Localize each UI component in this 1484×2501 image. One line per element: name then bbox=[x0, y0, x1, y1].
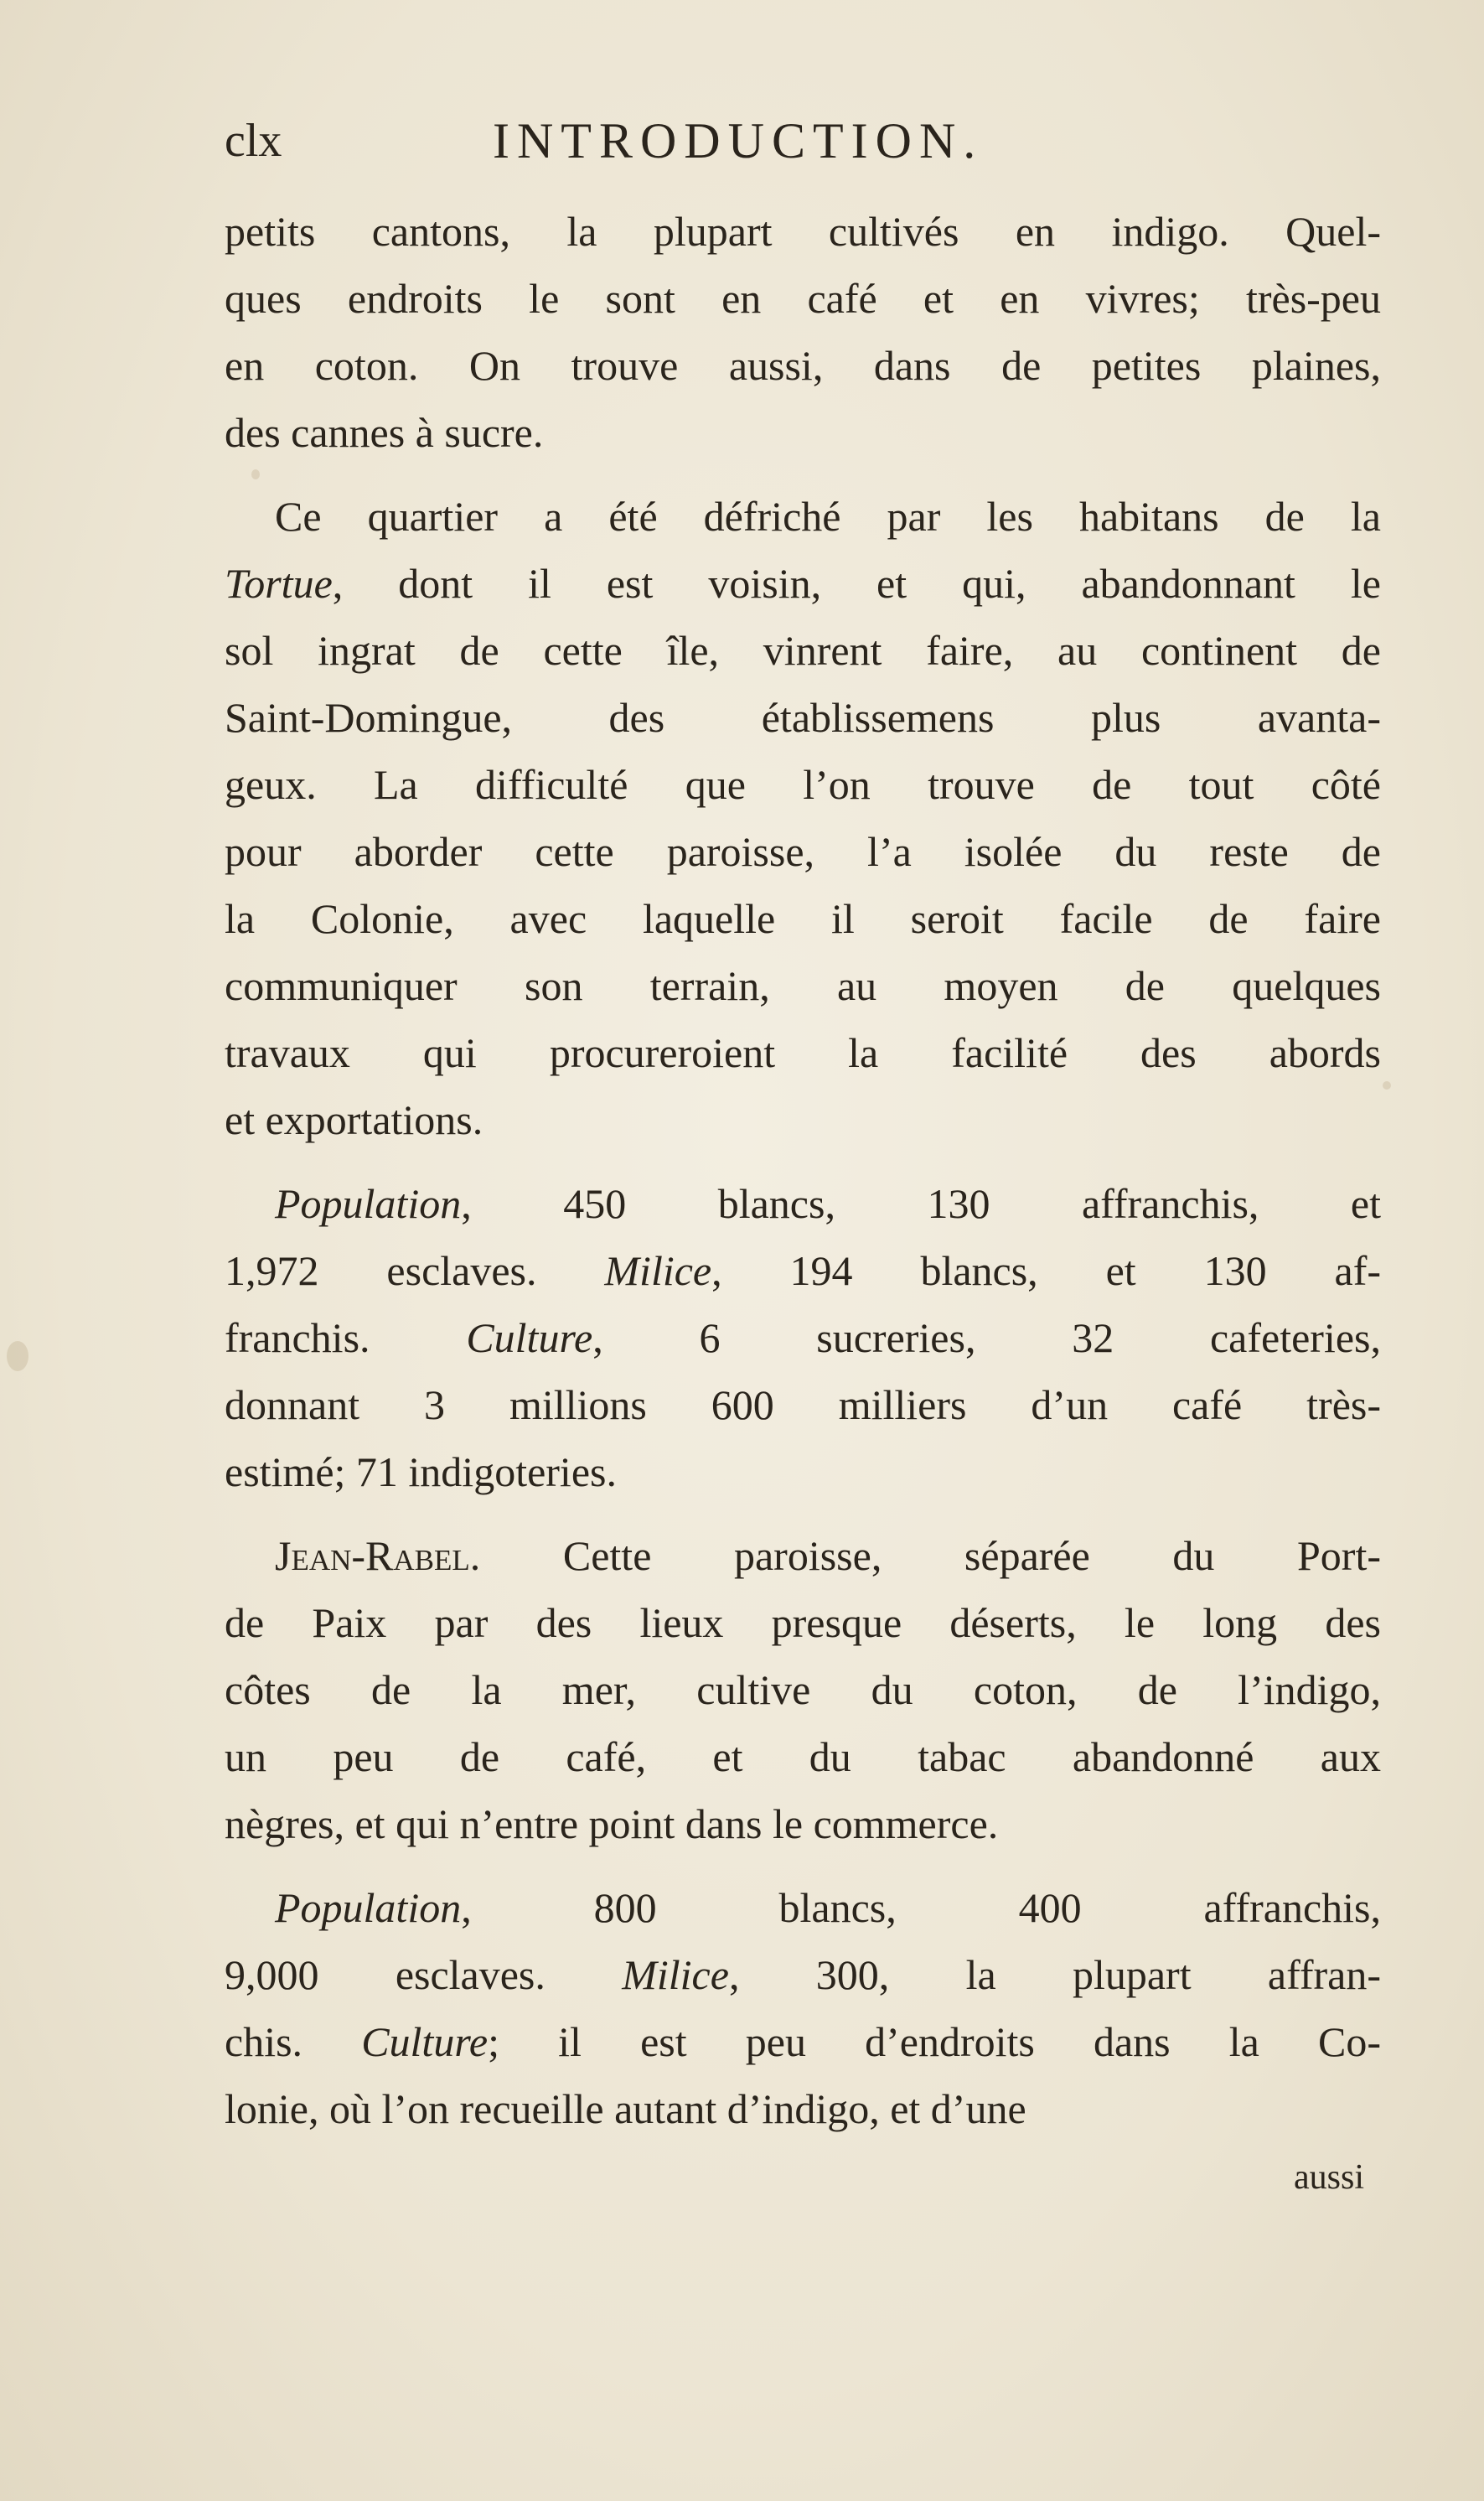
text-line: Jean-Rabel. Cette paroisse, séparée du Port- bbox=[275, 1532, 1381, 1579]
paragraph bbox=[225, 1170, 1381, 1505]
text-line: en coton. On trouve aussi, dans de petites plaines, bbox=[225, 342, 1381, 389]
text-line: lonie, où l’on recueille autant d’indigo, et d’une bbox=[225, 2085, 1026, 2132]
text-line: chis. Culture; il est peu d’endroits dans la Co- bbox=[225, 2018, 1381, 2065]
paragraph bbox=[225, 198, 1381, 466]
text-line: des cannes à sucre. bbox=[225, 409, 544, 456]
paragraph bbox=[225, 1874, 1381, 2142]
text-line: Saint-Domingue, des établissemens plus avanta- bbox=[225, 694, 1381, 741]
text-line: Tortue, dont il est voisin, et qui, abandonnant le bbox=[225, 560, 1381, 607]
text-line: communiquer son terrain, au moyen de quelques bbox=[225, 962, 1381, 1009]
text-line: de Paix par des lieux presque déserts, le long des bbox=[225, 1599, 1381, 1646]
text-line: Ce quartier a été défriché par les habitans de la bbox=[275, 493, 1381, 540]
text-line: donnant 3 millions 600 milliers d’un café très- bbox=[225, 1381, 1381, 1428]
text-line: estimé; 71 indigoteries. bbox=[225, 1448, 617, 1495]
text-line: sol ingrat de cette île, vinrent faire, au continent de bbox=[225, 627, 1381, 674]
paragraph bbox=[225, 483, 1381, 1153]
text-line: côtes de la mer, cultive du coton, de l’indigo, bbox=[225, 1666, 1381, 1713]
text-line: 1,972 esclaves. Milice, 194 blancs, et 130 af- bbox=[225, 1247, 1382, 1294]
text-line: travaux qui procureroient la facilité des abords bbox=[225, 1029, 1381, 1076]
text-line: un peu de café, et du tabac abandonné aux bbox=[225, 1733, 1381, 1780]
text-line: Population, 800 blancs, 400 affranchis, bbox=[275, 1884, 1381, 1931]
text-line: petits cantons, la plupart cultivés en indigo. Quel- bbox=[225, 208, 1381, 255]
text-line: geux. La difficulté que l’on trouve de tout côté bbox=[225, 761, 1381, 808]
paper-stain bbox=[1383, 1081, 1391, 1090]
catchword: aussi bbox=[1294, 2158, 1364, 2197]
page-header bbox=[225, 107, 1381, 174]
paragraph bbox=[225, 1522, 1381, 1857]
text-line: nègres, et qui n’entre point dans le commerce. bbox=[225, 1800, 999, 1847]
folio: clx bbox=[225, 115, 282, 167]
text-line: franchis. Culture, 6 sucreries, 32 cafeteries, bbox=[225, 1314, 1381, 1361]
text-line: ques endroits le sont en café et en vivres; très-peu bbox=[225, 275, 1381, 322]
running-title: INTRODUCTION. bbox=[493, 113, 984, 168]
text-line: pour aborder cette paroisse, l’a isolée du reste de bbox=[225, 828, 1381, 875]
text-line: 9,000 esclaves. Milice, 300, la plupart affran- bbox=[225, 1951, 1382, 1998]
body-text bbox=[225, 198, 1381, 2208]
text-line: et exportations. bbox=[225, 1096, 483, 1143]
text-line: la Colonie, avec laquelle il seroit facile de faire bbox=[225, 895, 1381, 942]
paper-stain bbox=[7, 1341, 28, 1371]
text-line: Population, 450 blancs, 130 affranchis, et bbox=[275, 1180, 1381, 1227]
